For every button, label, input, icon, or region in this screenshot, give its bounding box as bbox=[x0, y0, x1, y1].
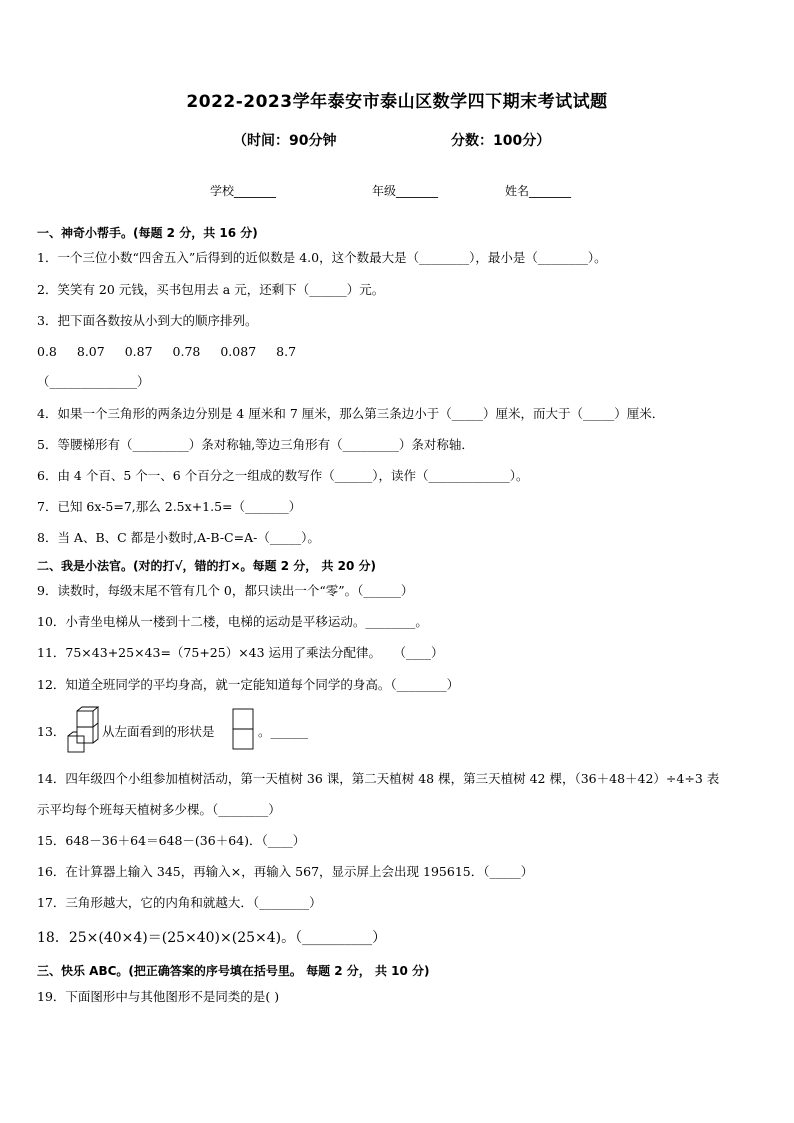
question-13-answer: 。______ bbox=[258, 724, 309, 739]
question-6: 6．由 4 个百、5 个一、6 个百分之一组成的数写作（______），读作（_____________）。 bbox=[37, 468, 529, 483]
question-19: 19．下面图形中与其他图形不是同类的是( ) bbox=[37, 989, 280, 1004]
number-item: 0.087 bbox=[220, 344, 257, 359]
question-15: 15．648－36＋64＝648－(36＋64)．（____） bbox=[37, 833, 306, 848]
exam-time: （时间：90分钟 bbox=[233, 133, 337, 149]
number-item: 8.07 bbox=[76, 344, 105, 359]
question-14-line-1: 14．四年级四个小组参加植树活动，第一天植树 36 课，第二天植树 48 棵，第三天植树 42 棵，（36＋48＋42）÷4÷3 表 bbox=[37, 771, 720, 786]
question-10: 10．小青坐电梯从一楼到十二楼，电梯的运动是平移运动。________。 bbox=[37, 614, 428, 629]
question-14-line-2: 示平均每个班每天植树多少棵。（________） bbox=[37, 802, 281, 817]
question-1: 1．一个三位小数“四舍五入”后得到的近似数是 4.0，这个数最大是（________），最小是（________）。 bbox=[37, 250, 607, 265]
section-3-heading: 三、快乐 ABC。(把正确答案的序号填在括号里。 每题 2 分， 共 10 分) bbox=[37, 964, 430, 978]
number-item: 8.7 bbox=[276, 344, 297, 359]
question-5: 5．等腰梯形有（_________）条对称轴,等边三角形有（_________）条对称轴． bbox=[37, 437, 474, 452]
stacked-cubes-figure bbox=[66, 706, 100, 754]
page-title: 2022-2023学年泰安市泰山区数学四下期末考试试题 bbox=[186, 92, 608, 112]
question-8: 8．当 A、B、C 都是小数时,A-B-C=A-（_____）。 bbox=[37, 530, 320, 545]
question-3-numbers bbox=[37, 344, 312, 360]
question-17: 17．三角形越大，它的内角和就越大．（________） bbox=[37, 895, 322, 910]
question-7: 7．已知 6x-5=7,那么 2.5x+1.5=（_______） bbox=[37, 499, 302, 514]
question-3-blank: （______________） bbox=[37, 374, 150, 389]
school-field: 学校_______ bbox=[210, 184, 277, 198]
section-2-heading: 二、我是小法官。(对的打√，错的打×。每题 2 分， 共 20 分) bbox=[37, 559, 376, 573]
side-view-figure bbox=[232, 708, 254, 752]
number-item: 0.8 bbox=[37, 344, 57, 359]
question-9: 9．读数时，每级末尾不管有几个 0，都只读出一个“零”。（______） bbox=[37, 583, 414, 598]
question-2: 2．笑笑有 20 元钱，买书包用去 a 元，还剩下（______）元。 bbox=[37, 282, 385, 297]
question-11: 11．75×43+25×43=（75+25）×43 运用了乘法分配律。 （____） bbox=[37, 645, 444, 660]
question-12: 12．知道全班同学的平均身高，就一定能知道每个同学的身高。（________） bbox=[37, 677, 460, 692]
question-4: 4．如果一个三角形的两条边分别是 4 厘米和 7 厘米，那么第三条边小于（_____）厘米，而大于（_____）厘米． bbox=[37, 406, 665, 421]
section-1-heading: 一、神奇小帮手。(每题 2 分，共 16 分) bbox=[37, 226, 258, 240]
name-field: 姓名_______ bbox=[505, 184, 572, 198]
exam-score: 分数：100分） bbox=[451, 133, 551, 149]
question-13-text: 从左面看到的形状是 bbox=[102, 724, 215, 739]
question-13-number: 13． bbox=[37, 724, 66, 739]
question-18: 18．25×(40×4)＝(25×40)×(25×4)。（__________） bbox=[37, 930, 387, 946]
grade-field: 年级_______ bbox=[372, 184, 439, 198]
number-item: 0.78 bbox=[172, 344, 201, 359]
question-16: 16．在计算器上输入 345，再输入×，再输入 567，显示屏上会出现 195615．（_____） bbox=[37, 864, 534, 879]
number-item: 0.87 bbox=[124, 344, 153, 359]
question-3: 3．把下面各数按从小到大的顺序排列。 bbox=[37, 313, 258, 328]
